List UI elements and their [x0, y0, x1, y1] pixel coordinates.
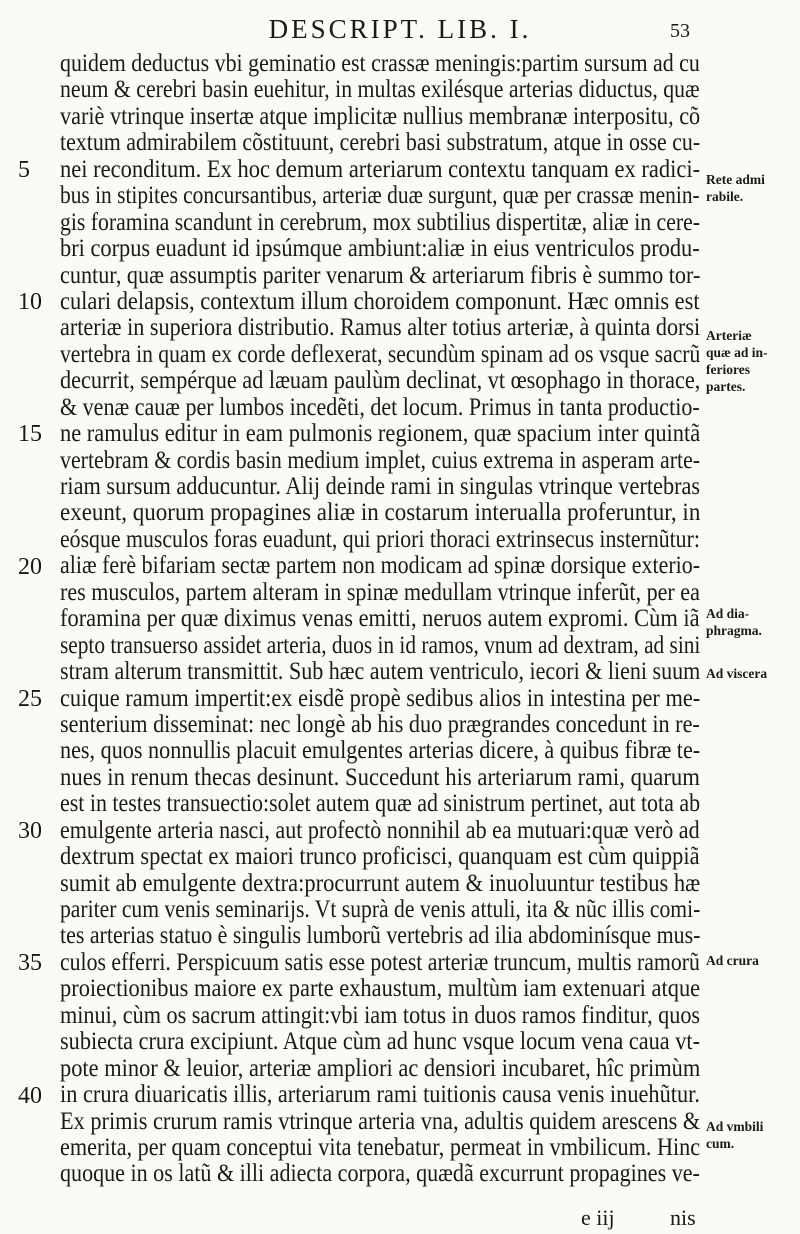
- text-line: quoque in os latũ & illi adiecta corpora, quædã excurrunt propagines ve-: [60, 1160, 700, 1188]
- text-line: emerita, per quam conceptui vita tenebatur, permeat in vmbilicum. Hinc: [60, 1133, 701, 1161]
- margin-note-line: Ad crura: [706, 953, 759, 968]
- text-line: in crura diuaricatis illis, arteriarum rami tuitionis causa venis inuehũtur.: [60, 1081, 700, 1109]
- text-line: nues in renum thecas desinunt. Succedunt his arteriarum rami, quarum: [60, 763, 700, 791]
- signature-mark: e iij: [581, 1205, 615, 1230]
- text-line: septo transuerso assidet arteria, duos in id ramos, vnum ad dextram, ad sini: [60, 631, 701, 659]
- margin-note-line: Arteriæ: [706, 328, 752, 343]
- text-line: Ex primis crurum ramis vtrinque arteria vna, adultis quidem arescens &: [60, 1107, 701, 1135]
- margin-note: [706, 171, 798, 205]
- text-line: culari delapsis, contextum illum choroidem componunt. Hæc omnis est: [60, 287, 700, 315]
- text-line: textum admirabilem cõstituunt, cerebri basi substratum, atque in osse cu-: [60, 129, 701, 157]
- text-line: culos efferri. Perspicuum satis esse potest arteriæ truncum, multis ramorũ: [60, 948, 700, 976]
- line-number: 20: [18, 553, 42, 580]
- line-number: 10: [18, 289, 42, 316]
- margin-note-line: Rete admi: [706, 172, 765, 187]
- text-line: cuntur, quæ assumptis pariter venarum & arteriarum fibris è summo tor-: [60, 261, 701, 289]
- margin-note-line: Ad viscera: [706, 666, 768, 681]
- text-line: riam sursum adducuntur. Alij deinde rami in singulas vtrinque vertebras: [60, 473, 701, 500]
- page-number: 53: [670, 20, 690, 42]
- margin-note-line: partes.: [706, 379, 746, 394]
- margin-note-line: rabile.: [706, 189, 744, 204]
- line-number: 40: [18, 1082, 42, 1109]
- main-text-column: [60, 51, 700, 1188]
- text-line: decurrit, sempérque ad læuam paulùm declinat, vt œsophago in thorace,: [60, 367, 701, 395]
- line-number: 15: [18, 421, 42, 448]
- text-line: minui, cùm os sacrum attingit:vbi iam totus in duos ramos finditur, quos: [60, 1001, 701, 1029]
- text-line: pote minor & leuior, arteriæ ampliori ac densiori incubaret, hîc primùm: [60, 1054, 701, 1082]
- text-line: bri corpus euadunt id ipsúmque ambiunt:aliæ in eius ventriculos produ-: [60, 235, 700, 263]
- line-number: 35: [18, 950, 42, 977]
- text-line: gis foramina scandunt in cerebrum, mox subtilius dispertitæ, aliæ in cere-: [60, 208, 700, 236]
- text-line: sumit ab emulgente dextra:procurrunt autem & inuoluuntur testibus hæ: [60, 869, 701, 897]
- text-line: aliæ ferè bifariam sectæ partem non modicam ad spinæ dorsique exterio-: [60, 552, 701, 580]
- margin-note: [706, 327, 798, 395]
- margin-note: [706, 605, 798, 639]
- text-line: bus in stipites concursantibus, arteriæ duæ surgunt, quæ per crassæ menin-: [60, 182, 700, 210]
- text-line: ne ramulus editur in eam pulmonis regionem, quæ spacium inter quintã: [60, 420, 701, 448]
- margin-note-line: phragma.: [706, 623, 762, 638]
- margin-note: [706, 665, 798, 682]
- text-line: nei reconditum. Ex hoc demum arteriarum contextu tanquam ex radici-: [60, 155, 701, 183]
- text-line: stram alterum transmittit. Sub hæc autem ventriculo, iecori & lieni suum: [60, 658, 701, 686]
- text-line: res musculos, partem alteram in spinæ medullam vtrinque inferũt, per ea: [60, 578, 700, 606]
- text-line: variè vtrinque insertæ atque implicitæ nullius membranæ interpositu, cõ: [60, 102, 701, 130]
- text-line: tes arterias statuo è singulis lumborũ vertebris ad ilia abdominísque mus-: [60, 922, 701, 950]
- text-line: arteriæ in superiora distributio. Ramus alter totius arteriæ, à quinta dorsi: [60, 314, 701, 342]
- margin-note-line: cum.: [706, 1136, 735, 1151]
- text-line: dextrum spectat ex maiori trunco proficisci, quanquam est cùm quippiã: [60, 843, 700, 871]
- text-line: cuique ramum impertit:ex eisdẽ propè sedibus alios in intestina per me-: [60, 684, 701, 712]
- text-line: est in testes transuectio:solet autem quæ ad sinistrum pertinet, aut tota ab: [60, 790, 701, 818]
- margin-note-line: feriores: [706, 362, 750, 377]
- text-line: pariter cum venis seminarijs. Vt suprà de venis attuli, ita & nũc illis comi-: [60, 896, 701, 923]
- text-line: subiecta crura excipiunt. Atque cùm ad hunc vsque locum vena caua vt-: [60, 1028, 700, 1056]
- text-line: proiectionibus maiore ex parte exhaustum, multùm iam extenuari atque: [60, 975, 701, 1003]
- text-line: vertebra in quam ex corde deflexerat, secundùm spinam ad os vsque sacrũ: [60, 340, 701, 368]
- line-number: 30: [18, 818, 42, 845]
- margin-note-line: Ad dia-: [706, 606, 750, 621]
- text-line: vertebram & cordis basin medium implet, cuius extrema in asperam arte-: [60, 446, 701, 474]
- text-line: exeunt, quorum propagines aliæ in costarum interualla proferuntur, in: [60, 499, 701, 527]
- text-line: & venæ cauæ per lumbos incedẽti, det locum. Primus in tanta productio-: [60, 393, 700, 421]
- line-number: 25: [18, 685, 42, 712]
- text-line: nes, quos nonnullis placuit emulgentes arterias dicere, à quibus fibræ te-: [60, 737, 701, 765]
- page-footer: [0, 1205, 800, 1233]
- text-line: quidem deductus vbi geminatio est crassæ meningis:partim sursum ad cu: [60, 50, 700, 77]
- text-line: eósque musculos foras euadunt, qui priori thoraci extrinsecus insternũtur:: [60, 525, 700, 553]
- text-line: foramina per quæ diximus venas emitti, neruos autem expromi. Cùm iã: [60, 605, 700, 633]
- line-number: 5: [18, 156, 30, 183]
- text-line: emulgente arteria nasci, aut profectò nonnihil ab ea mutuari:quæ verò ad: [60, 816, 700, 844]
- text-line: senterium disseminat: nec longè ab his duo prægrandes concedunt in re-: [60, 710, 700, 738]
- text-line: neum & cerebri basin euehitur, in multas exilésque arterias diductus, quæ: [60, 76, 700, 104]
- margin-note-line: quæ ad in-: [706, 345, 768, 360]
- catchword: nis: [670, 1205, 696, 1230]
- margin-note-line: Ad vmbili: [706, 1119, 764, 1134]
- margin-note: [706, 1118, 798, 1152]
- margin-note: [706, 952, 798, 969]
- running-title: DESCRIPT. LIB. I.: [268, 14, 532, 44]
